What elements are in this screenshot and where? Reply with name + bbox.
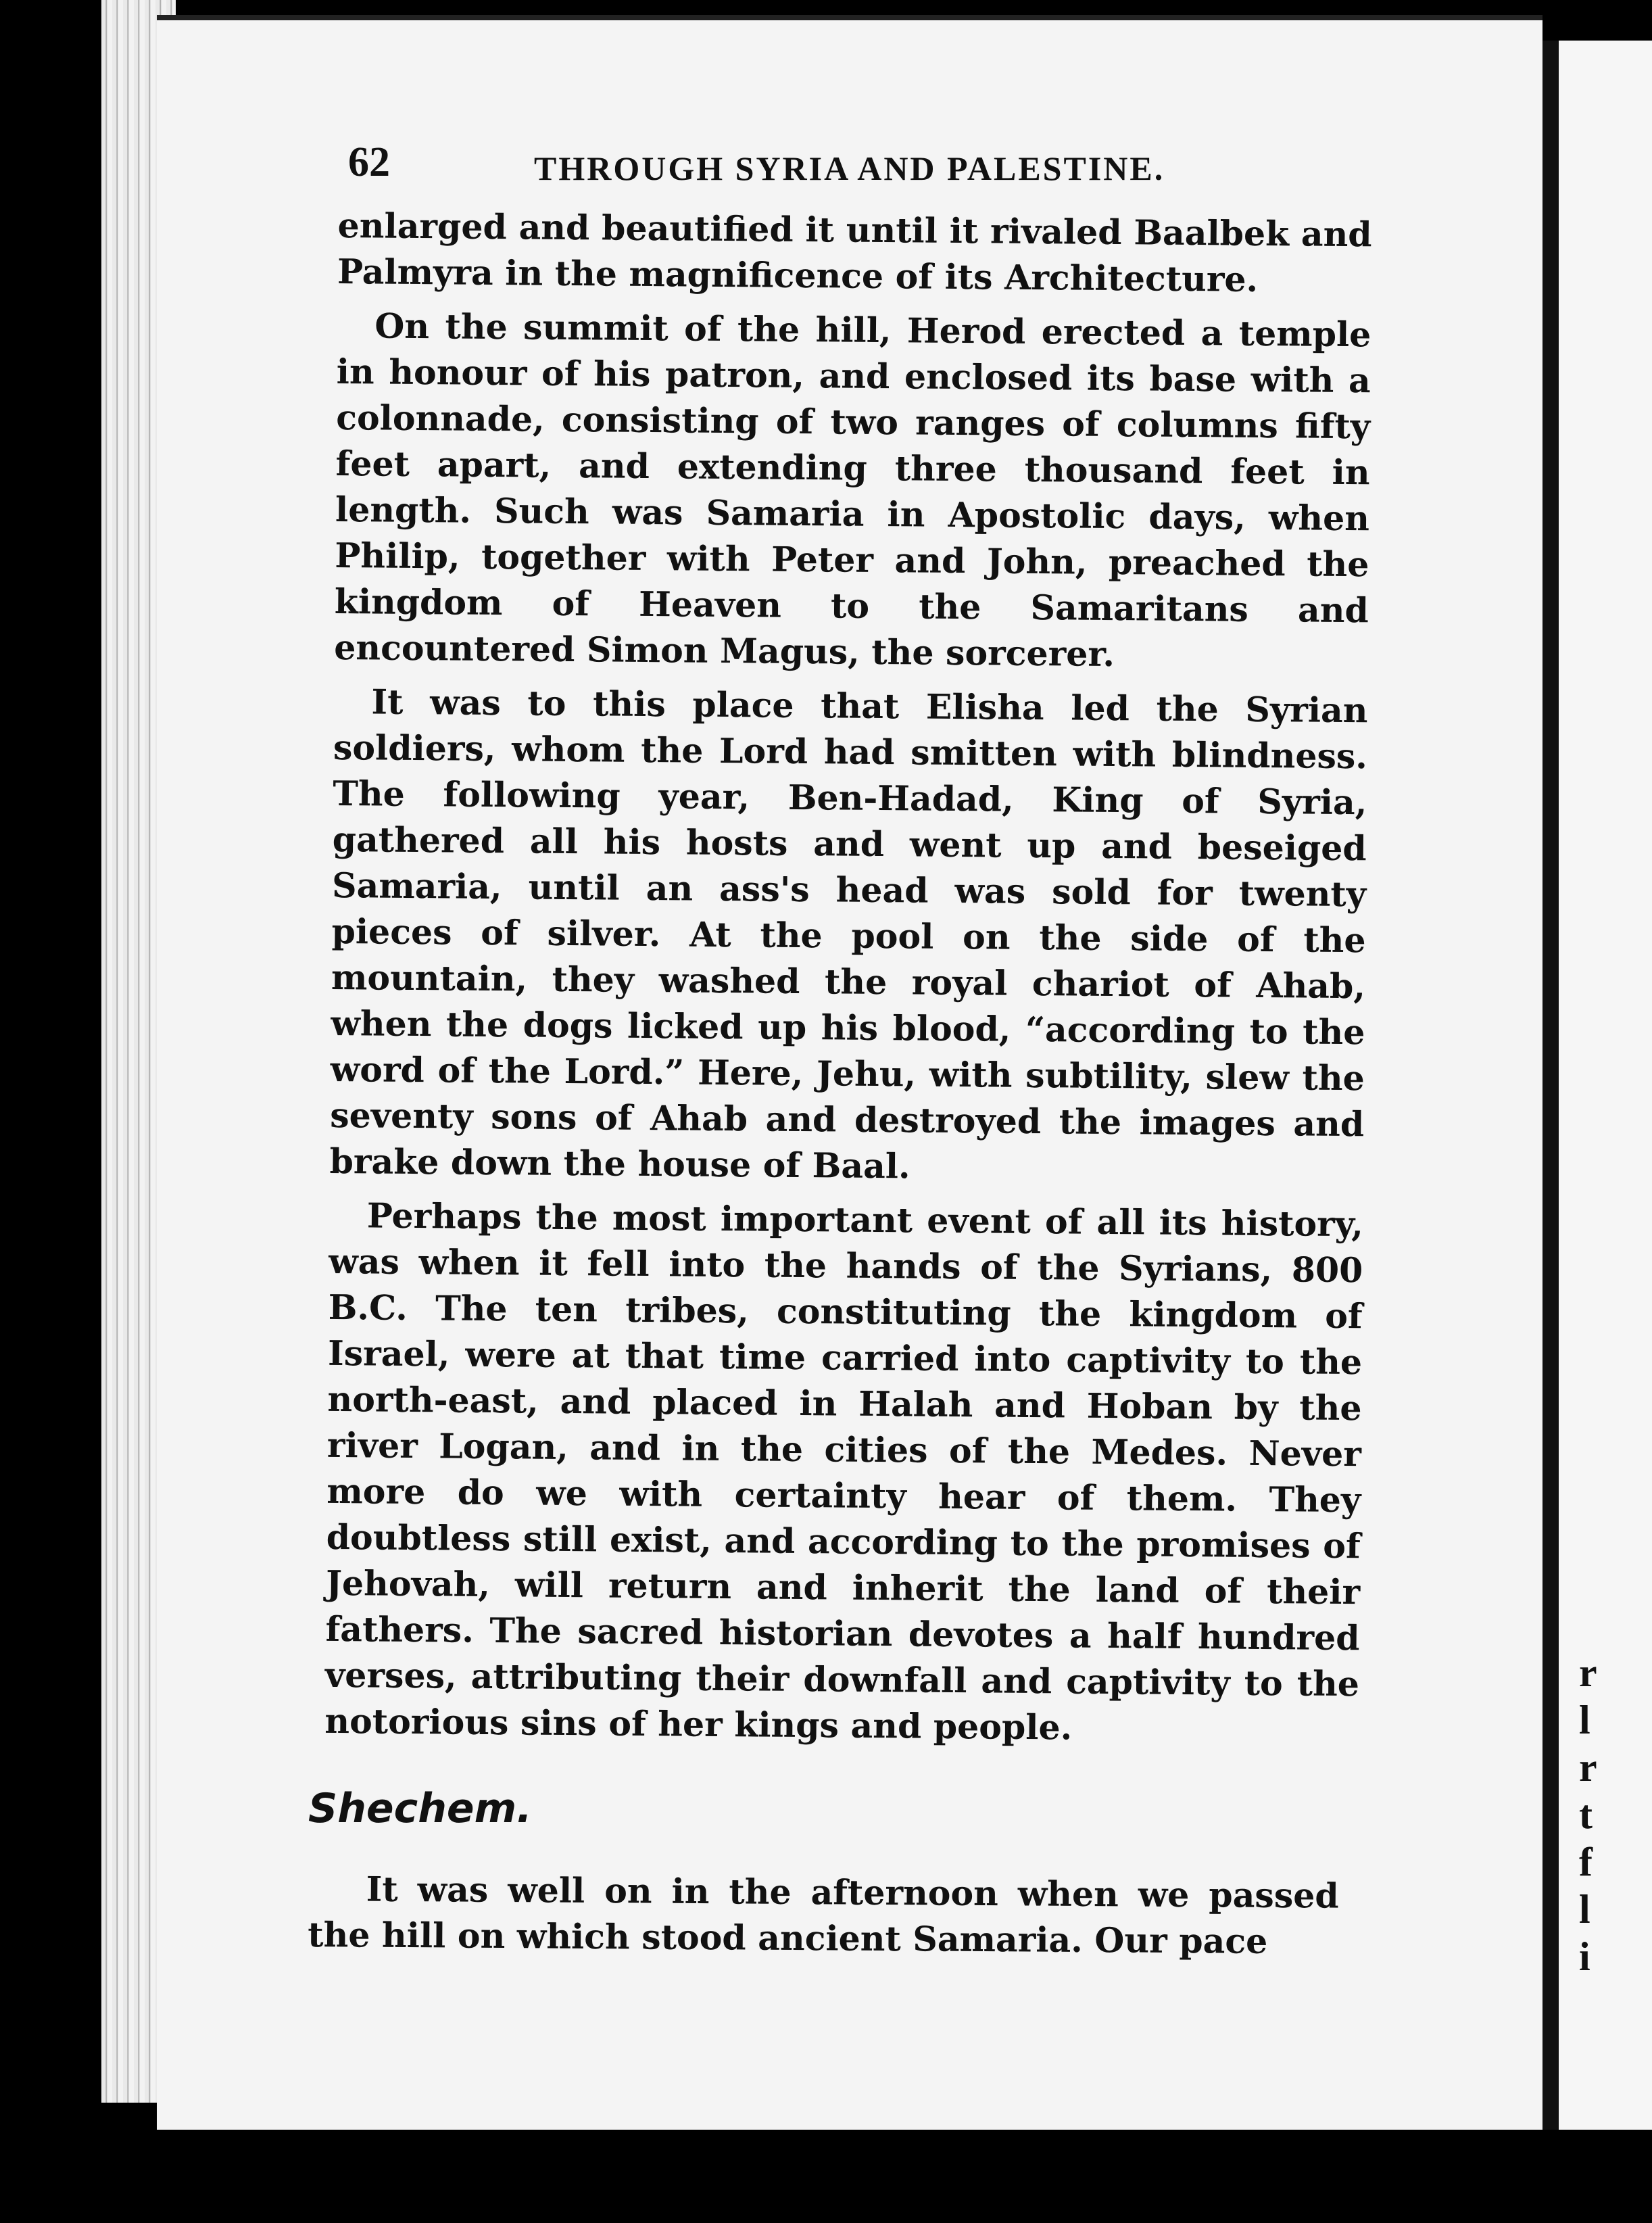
scan-border	[108, 2130, 1652, 2223]
running-head: THROUGH SYRIA AND PALESTINE.	[534, 149, 1165, 187]
facing-page-fragment: l	[1579, 1887, 1590, 1932]
facing-page	[1559, 41, 1652, 2130]
paragraph: On the summit of the hill, Herod erected a temple in honour of his patron, and enclosed its base with a colonnade, consisting of two ranges of columns fifty feet apart, and extending three thousand feet in length. Such was Samaria in Apostolic days, when Philip, together with Peter and John, preached the kingdom of Heaven to the Samaritans and encountered Simon Magus, the sorcerer.	[334, 306, 1371, 675]
paragraph: It was to this place that Elisha led the Syrian soldiers, whom the Lord had smitten with blindness. The following year, Ben-Hadad, King of Syria, gathered all his hosts and went up and beseiged Samaria, until an ass's head was sold for twenty pieces of silver. At the pool on the side of the mountain, they washed the royal chariot of Ahab, when the dogs licked up his blood, “according to the word of the Lord.” Here, Jehu, with subtility, slew the seventy sons of Ahab and destroyed the images and brake down the house of Baal.	[329, 682, 1368, 1187]
section-body	[308, 1866, 1339, 1965]
paragraph: It was well on in the afternoon when we passed the hill on which stood ancient Samaria. Our pace	[308, 1869, 1339, 1961]
page-number: 62	[348, 139, 390, 185]
facing-page-fragment: r	[1579, 1650, 1597, 1695]
facing-page-fragment: t	[1579, 1792, 1593, 1837]
facing-page-fragment: f	[1579, 1840, 1593, 1884]
facing-page-fragment: l	[1579, 1698, 1590, 1742]
facing-page-fragment: r	[1579, 1745, 1597, 1790]
paragraph: enlarged and beautified it until it rivaled Baalbek and Palmyra in the magnificence of its Architecture.	[337, 205, 1372, 300]
gutter	[1542, 41, 1559, 2130]
section-heading: Shechem.	[308, 1785, 532, 1832]
paragraph: Perhaps the most important event of all its history, was when it fell into the hands of the Syrians, 800 B.C. The ten tribes, constituting the kingdom of Israel, were at that time carried into captivity to the north-east, and placed in Halah and Hoban by the river Logan, and in the cities of the Medes. Never more do we with certainty hear of them. They doubtless still exist, and according to the promises of Jehovah, will return and inherit the land of their fathers. The sacred historian devotes a half hundred verses, attributing their downfall and captivity to the notorious sins of her kings and people.	[324, 1195, 1364, 1748]
facing-page-fragment: i	[1579, 1934, 1590, 1979]
body-text	[324, 203, 1372, 1761]
